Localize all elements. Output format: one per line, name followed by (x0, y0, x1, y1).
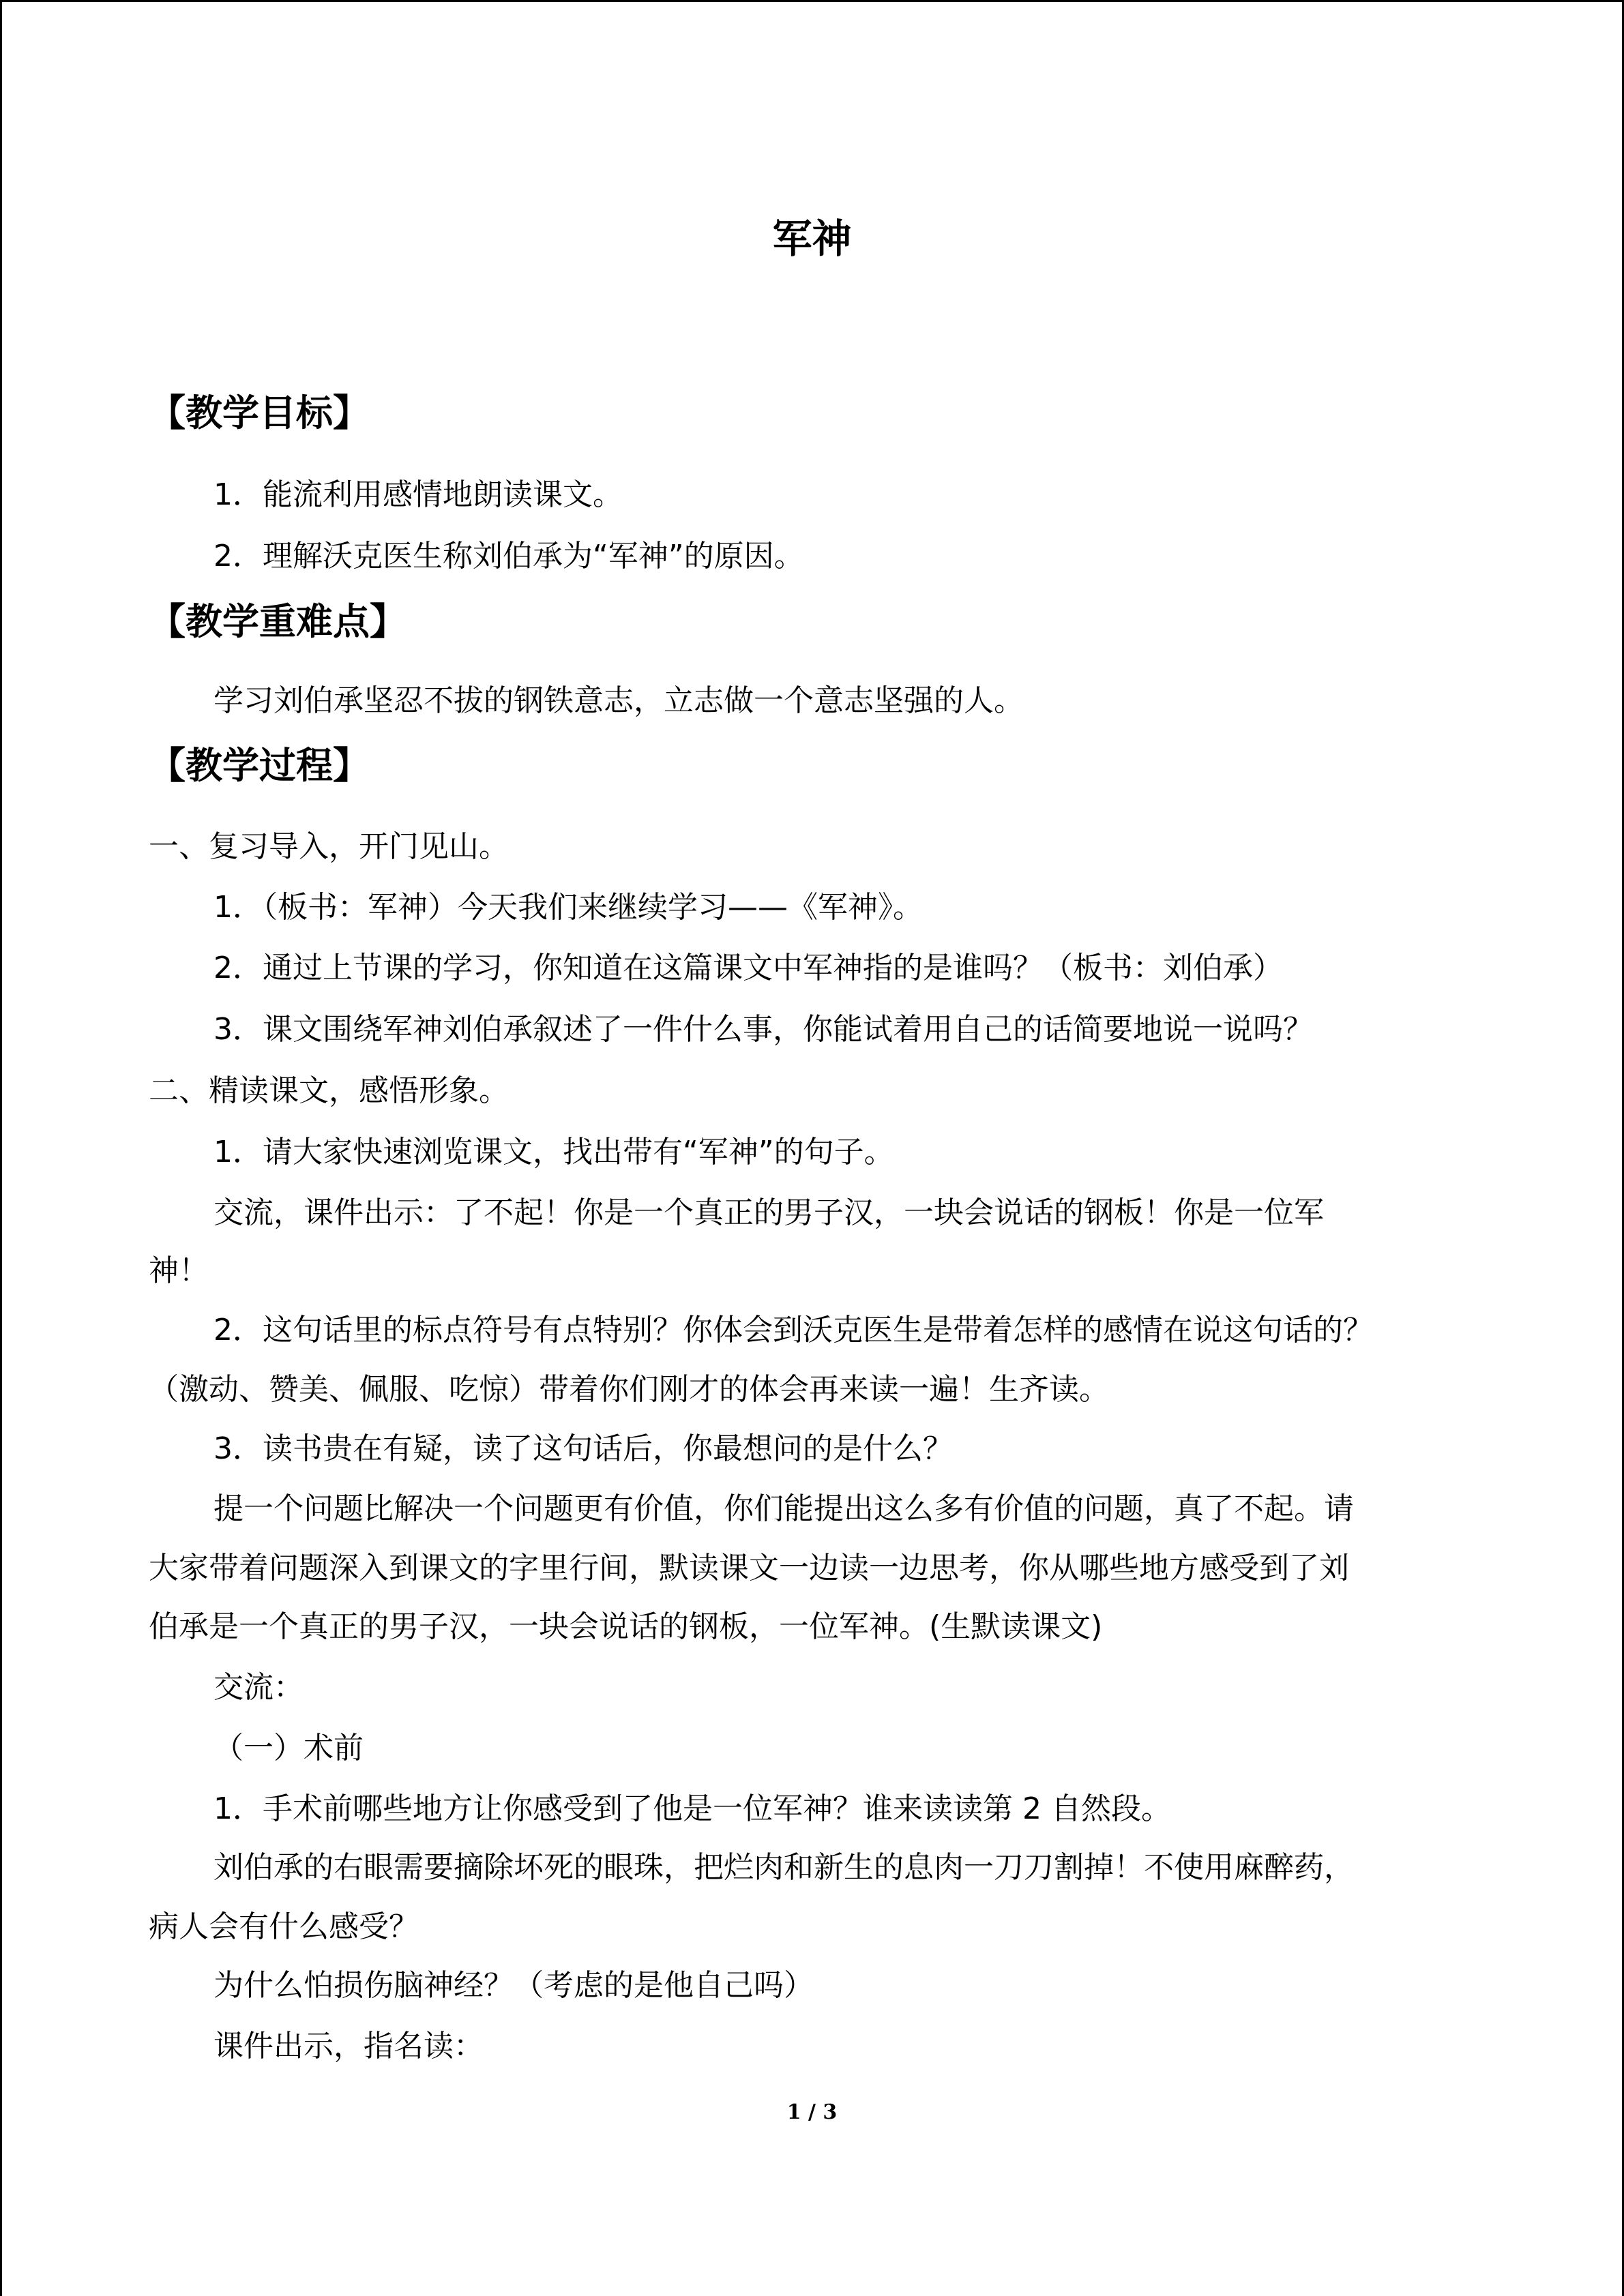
process-line-4: 3．课文围绕军神刘伯承叙述了一件什么事，你能试着用自己的话简要地说一说吗？ (213, 1012, 1313, 1047)
process-line-21: 课件出示，指名读： (213, 2029, 484, 2063)
process-line-14: 伯承是一个真正的男子汉，一块会说话的钢板，一位军神。(生默读课文) (149, 1609, 1103, 1644)
process-line-15: 交流： (213, 1670, 304, 1705)
document-title: 军神 (772, 215, 852, 262)
heading-process: 【教学过程】 (149, 744, 370, 787)
process-line-2: 1．（板书：军神）今天我们来继续学习——《军神》。 (213, 890, 923, 925)
process-line-7: 交流，课件出示：了不起！你是一个真正的男子汉，一块会说话的钢板！你是一位军 (213, 1195, 1324, 1230)
heading-key-points: 【教学重难点】 (149, 600, 407, 643)
process-line-12: 提一个问题比解决一个问题更有价值，你们能提出这么多有价值的问题，真了不起。请 (213, 1491, 1354, 1526)
process-line-17: 1．手术前哪些地方让你感受到了他是一位军神？谁来读读第 2 自然段。 (213, 1791, 1171, 1826)
process-line-18: 刘伯承的右眼需要摘除坏死的眼珠，把烂肉和新生的息肉一刀刀割掉！不使用麻醉药， (213, 1850, 1354, 1885)
process-line-1: 一、复习导入，开门见山。 (149, 829, 509, 864)
process-line-19: 病人会有什么感受？ (149, 1909, 419, 1944)
process-line-13: 大家带着问题深入到课文的字里行间，默读课文一边读一边思考，你从哪些地方感受到了刘 (149, 1551, 1349, 1585)
process-line-11: 3．读书贵在有疑，读了这句话后，你最想问的是什么？ (213, 1431, 953, 1466)
process-line-20: 为什么怕损伤脑神经？（考虑的是他自己吗） (213, 1968, 814, 2003)
key-point-line-1: 学习刘伯承坚忍不拔的钢铁意志，立志做一个意志坚强的人。 (213, 683, 1024, 718)
heading-objectives: 【教学目标】 (149, 391, 370, 434)
process-line-3: 2．通过上节课的学习，你知道在这篇课文中军神指的是谁吗？（板书：刘伯承） (213, 951, 1283, 985)
process-line-10: （激动、赞美、佩服、吃惊）带着你们刚才的体会再来读一遍！生齐读。 (149, 1372, 1109, 1407)
objective-line-1: 1．能流利用感情地朗读课文。 (213, 477, 623, 512)
process-line-9: 2．这句话里的标点符号有点特别？你体会到沃克医生是带着怎样的感情在说这句话的？ (213, 1313, 1373, 1347)
process-line-8: 神！ (149, 1253, 209, 1288)
process-line-6: 1．请大家快速浏览课文，找出带有“军神”的句子。 (213, 1135, 894, 1169)
process-line-16: （一）术前 (213, 1731, 364, 1765)
process-line-5: 二、精读课文，感悟形象。 (149, 1073, 509, 1108)
objective-line-2: 2．理解沃克医生称刘伯承为“军神”的原因。 (213, 539, 804, 573)
page-number: 1 / 3 (786, 2100, 838, 2124)
